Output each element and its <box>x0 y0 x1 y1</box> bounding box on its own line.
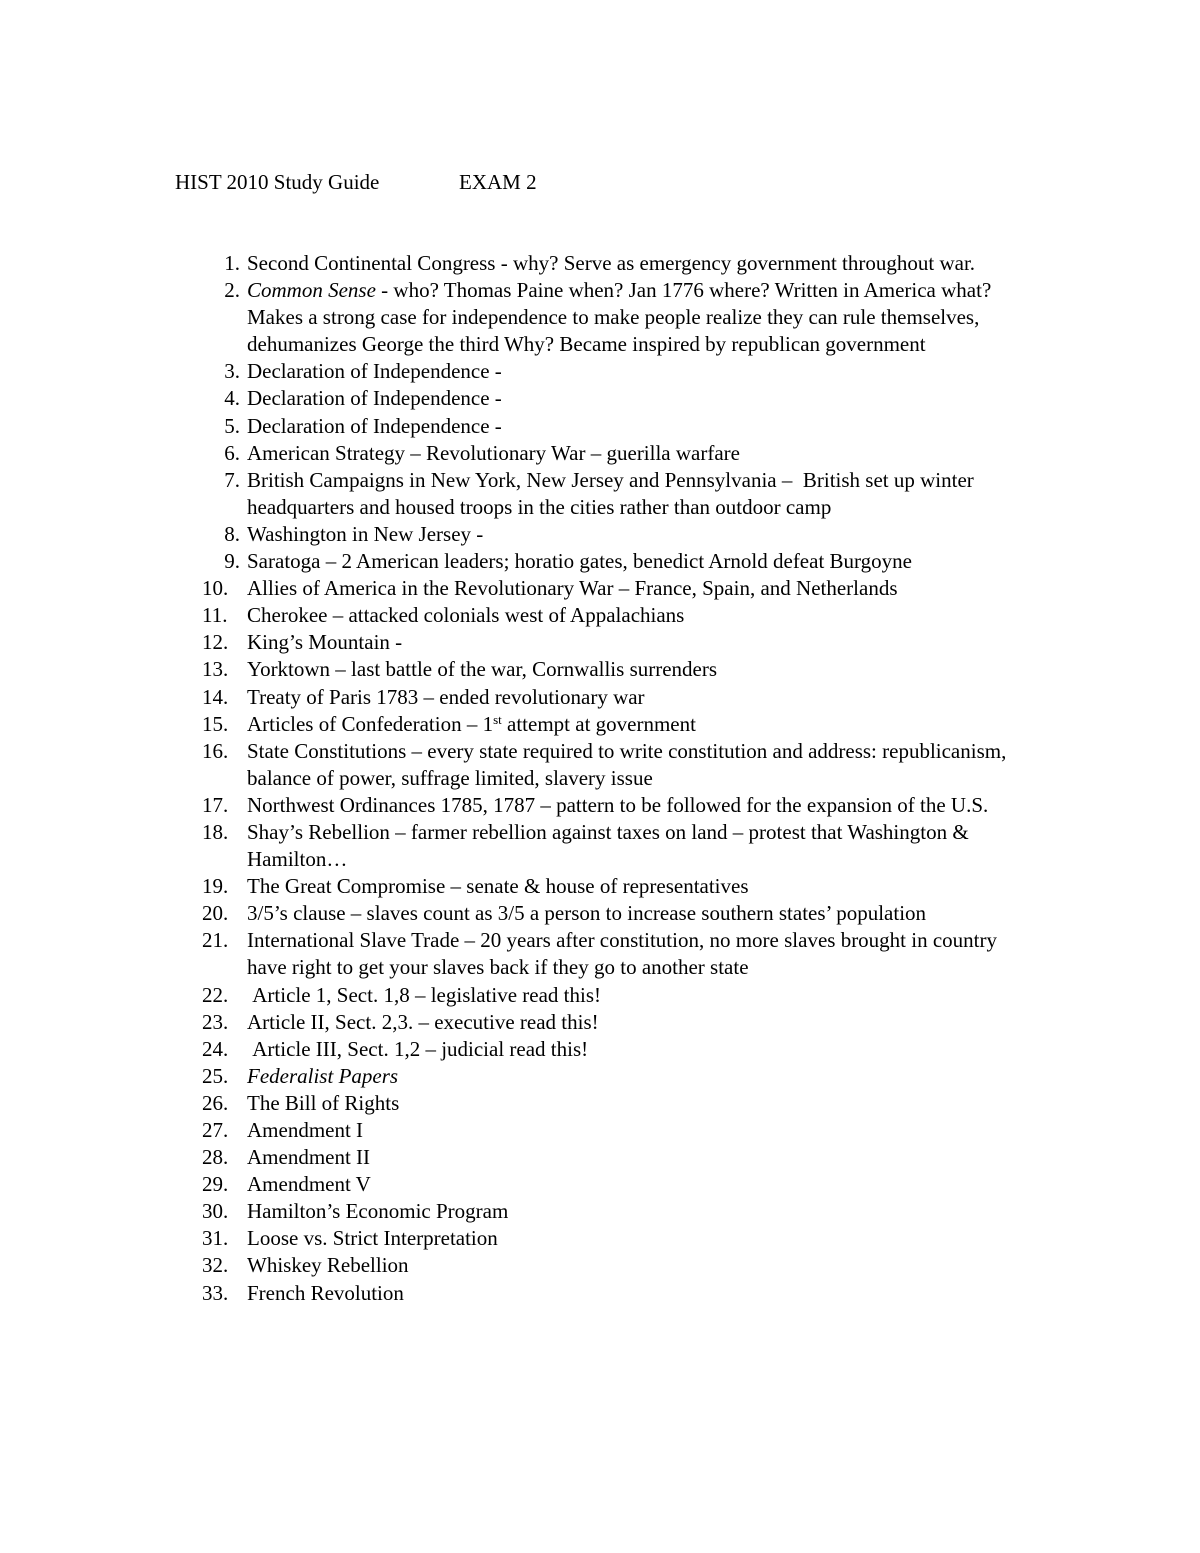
item-body: Yorktown – last battle of the war, Cornwallis surrenders <box>247 657 718 682</box>
list-item <box>202 548 1032 575</box>
item-number: 4. <box>224 386 240 411</box>
item-body: Northwest Ordinances 1785, 1787 – pattern to be followed for the expansion of the U.S. <box>247 792 989 817</box>
list-item <box>202 629 1032 656</box>
item-number: 21. <box>202 928 229 953</box>
list-item <box>202 1144 1032 1171</box>
item-number: 26. <box>202 1090 229 1115</box>
item-number: 5. <box>224 413 240 438</box>
item-text <box>247 739 1012 790</box>
list-item <box>202 277 1032 358</box>
item-text <box>247 1145 370 1169</box>
list-item <box>202 1198 1032 1225</box>
item-title-italic: Common Sense <box>247 278 376 303</box>
item-text <box>247 359 502 383</box>
item-number: 32. <box>202 1253 229 1278</box>
list-item <box>202 982 1032 1009</box>
item-number: 13. <box>202 657 229 682</box>
item-body: Shay’s Rebellion – farmer rebellion against taxes on land – protest that Washington & Hamilton… <box>247 819 974 872</box>
item-body: British Campaigns in New York, New Jersey and Pennsylvania – British set up winter headquarters and housed troops in the cities rather than outdoor camp <box>247 467 980 519</box>
item-number: 30. <box>202 1199 229 1224</box>
list-item <box>202 1009 1032 1036</box>
list-item <box>202 440 1032 467</box>
item-text <box>247 874 749 898</box>
item-text <box>247 603 684 627</box>
item-text <box>247 576 898 600</box>
item-body: Allies of America in the Revolutionary War – France, Spain, and Netherlands <box>247 576 898 601</box>
list-item <box>202 819 1032 873</box>
item-text <box>247 630 402 654</box>
item-body: Loose vs. Strict Interpretation <box>247 1226 498 1251</box>
item-text <box>247 1226 498 1250</box>
item-text <box>247 441 740 465</box>
list-item <box>202 250 1032 277</box>
item-body: Washington in New Jersey - <box>247 521 484 546</box>
list-item <box>202 467 1032 521</box>
item-superscript: st <box>493 711 502 727</box>
list-item <box>202 711 1032 738</box>
item-body: Declaration of Independence - <box>247 386 502 411</box>
item-text <box>247 1281 404 1305</box>
item-text <box>247 522 483 546</box>
list-item <box>202 1171 1032 1198</box>
list-item <box>202 385 1032 412</box>
item-number: 8. <box>224 521 240 546</box>
item-number: 3. <box>224 359 240 384</box>
item-number: 24. <box>202 1036 229 1061</box>
item-body: 3/5’s clause – slaves count as 3/5 a person to increase southern states’ population <box>247 901 927 926</box>
item-number: 28. <box>202 1145 229 1170</box>
list-item <box>202 900 1032 927</box>
list-item <box>202 1117 1032 1144</box>
list-item <box>202 602 1032 629</box>
item-body-tail: attempt at government <box>501 711 696 736</box>
item-number: 17. <box>202 792 229 817</box>
item-text <box>247 983 601 1007</box>
list-item <box>202 656 1032 683</box>
item-text <box>247 549 912 573</box>
item-body: Articles of Confederation – 1 <box>247 711 494 736</box>
item-text <box>247 414 502 438</box>
list-item <box>202 1036 1032 1063</box>
item-number: 31. <box>202 1226 229 1251</box>
item-text <box>247 1253 409 1277</box>
list-item <box>202 358 1032 385</box>
item-body: International Slave Trade – 20 years after constitution, no more slaves brought in country have right to get your slaves back if they go to another state <box>247 928 1003 980</box>
item-text <box>247 386 502 410</box>
item-text <box>247 928 1002 979</box>
item-text <box>247 1010 599 1034</box>
item-text <box>247 1118 363 1142</box>
list-item <box>202 413 1032 440</box>
item-number: 14. <box>202 684 229 709</box>
item-body: Article III, Sect. 1,2 – judicial read this! <box>247 1036 589 1061</box>
item-body: Saratoga – 2 American leaders; horatio gates, benedict Arnold defeat Burgoyne <box>247 549 912 574</box>
list-item <box>202 873 1032 900</box>
item-body: Amendment II <box>247 1145 371 1170</box>
item-number: 15. <box>202 711 229 736</box>
item-body: Amendment I <box>247 1118 364 1142</box>
item-text <box>247 685 645 709</box>
item-title-italic: Federalist Papers <box>247 1063 399 1088</box>
document-title: HIST 2010 Study Guide <box>175 170 380 194</box>
item-text <box>247 1037 588 1061</box>
item-number: 1. <box>224 251 240 275</box>
item-number: 11. <box>202 603 228 628</box>
item-number: 20. <box>202 901 229 926</box>
item-body: French Revolution <box>247 1280 404 1305</box>
item-text <box>247 468 979 519</box>
document-header <box>175 168 537 196</box>
item-number: 16. <box>202 738 229 763</box>
item-text <box>247 712 696 736</box>
item-number: 12. <box>202 630 229 655</box>
item-body: Article II, Sect. 2,3. – executive read this! <box>247 1009 599 1034</box>
item-text <box>247 278 997 356</box>
list-item <box>202 1280 1032 1307</box>
item-number: 23. <box>202 1009 229 1034</box>
item-number: 7. <box>224 467 240 492</box>
study-guide-list <box>202 250 1032 1307</box>
item-text <box>247 901 926 925</box>
item-body: King’s Mountain - <box>247 630 403 655</box>
item-body: The Great Compromise – senate & house of representatives <box>247 874 749 899</box>
list-item <box>202 1090 1032 1117</box>
item-text <box>247 1064 398 1088</box>
list-item <box>202 1063 1032 1090</box>
item-number: 25. <box>202 1063 229 1088</box>
item-number: 9. <box>224 549 240 574</box>
item-body: Second Continental Congress - why? Serve as emergency government throughout war. <box>247 251 976 275</box>
item-body: Hamilton’s Economic Program <box>247 1199 509 1224</box>
list-item <box>202 521 1032 548</box>
item-number: 6. <box>224 440 240 465</box>
item-text <box>247 1199 508 1223</box>
item-text <box>247 793 988 817</box>
item-number: 27. <box>202 1118 229 1142</box>
item-text <box>247 657 717 681</box>
exam-label: EXAM 2 <box>459 170 537 194</box>
item-text <box>247 1091 399 1115</box>
item-number: 29. <box>202 1172 229 1197</box>
item-number: 33. <box>202 1280 229 1305</box>
list-item <box>202 792 1032 819</box>
item-body: Cherokee – attacked colonials west of Appalachians <box>247 603 685 628</box>
item-body: - who? Thomas Paine when? Jan 1776 where? Written in America what? Makes a strong case for independence to make people realize they can rule themselves, dehumanizes George the third Why? Became inspired by republican government <box>247 278 997 357</box>
item-text <box>247 820 974 871</box>
item-number: 19. <box>202 874 229 899</box>
item-body: Amendment V <box>247 1172 371 1197</box>
item-number: 18. <box>202 819 229 844</box>
item-number: 10. <box>202 576 229 601</box>
list-item <box>202 575 1032 602</box>
list-item <box>202 738 1032 792</box>
item-body: Declaration of Independence - <box>247 413 502 438</box>
item-body: Declaration of Independence - <box>247 359 502 384</box>
item-body: Treaty of Paris 1783 – ended revolutionary war <box>247 684 645 709</box>
item-number: 2. <box>224 278 240 303</box>
item-body: The Bill of Rights <box>247 1090 400 1115</box>
item-body: State Constitutions – every state required to write constitution and address: republicanism, balance of power, suffrage limited, slavery issue <box>247 738 1012 790</box>
item-text <box>247 1172 371 1196</box>
list-item <box>202 684 1032 711</box>
item-body: Whiskey Rebellion <box>247 1253 409 1278</box>
list-item <box>202 1252 1032 1279</box>
list-item <box>202 927 1032 981</box>
item-body: Article 1, Sect. 1,8 – legislative read this! <box>247 982 601 1007</box>
item-text <box>247 251 975 275</box>
item-number: 22. <box>202 982 229 1007</box>
item-body: American Strategy – Revolutionary War – guerilla warfare <box>247 440 740 465</box>
list-item <box>202 1225 1032 1252</box>
